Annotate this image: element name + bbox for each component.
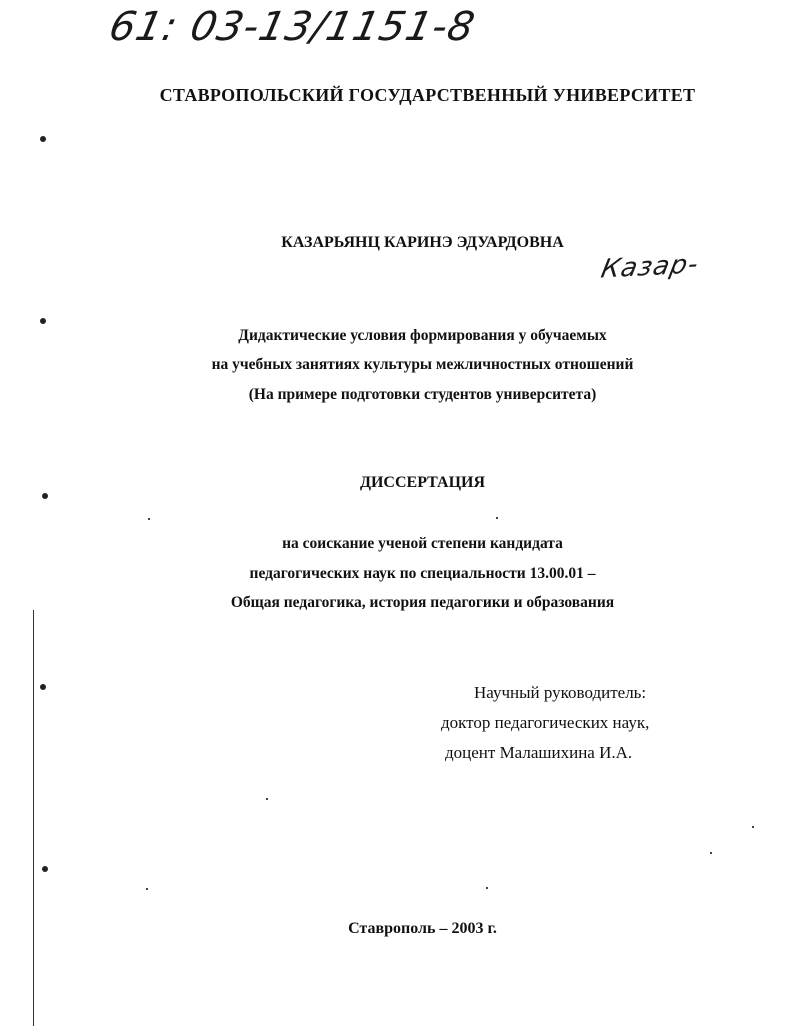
university-name: СТАВРОПОЛЬСКИЙ ГОСУДАРСТВЕННЫЙ УНИВЕРСИТЕТ [159,85,696,105]
scan-speck [496,517,498,519]
scan-speck [486,887,488,889]
advisor-degree: доктор педагогических наук, [441,713,650,732]
degree-line-1: на соискание ученой степени кандидата [282,535,563,552]
advisor-name: доцент Малашихина И.А. [445,743,633,762]
advisor-heading: Научный руководитель: [474,683,647,702]
scan-speck [710,852,712,854]
punch-hole-mark [40,318,46,324]
punch-hole-mark [40,684,46,690]
degree-line-3: Общая педагогика, история педагогики и образования [230,594,615,611]
dissertation-title-line-3: (На примере подготовки студентов университета) [248,386,597,403]
scan-speck [752,826,754,828]
city-year: Ставрополь – 2003 г. [348,920,497,937]
punch-hole-mark [42,493,48,499]
dissertation-title-line-2: на учебных занятиях культуры межличностных отношений [211,356,634,373]
scan-margin-line [33,610,34,1026]
handwritten-archive-code: 61: 03-13/1151-8 [105,4,480,50]
scan-speck [266,798,268,800]
punch-hole-mark [40,136,46,142]
document-type: ДИССЕРТАЦИЯ [359,474,486,491]
scan-speck [148,518,150,520]
scan-speck [146,888,148,890]
punch-hole-mark [42,866,48,872]
author-name: КАЗАРЬЯНЦ КАРИНЭ ЭДУАРДОВНА [281,234,564,251]
dissertation-title-line-1: Дидактические условия формирования у обучаемых [238,327,607,344]
handwritten-signature: Казар- [598,249,702,285]
degree-line-2: педагогических наук по специальности 13.00.01 – [249,565,596,582]
